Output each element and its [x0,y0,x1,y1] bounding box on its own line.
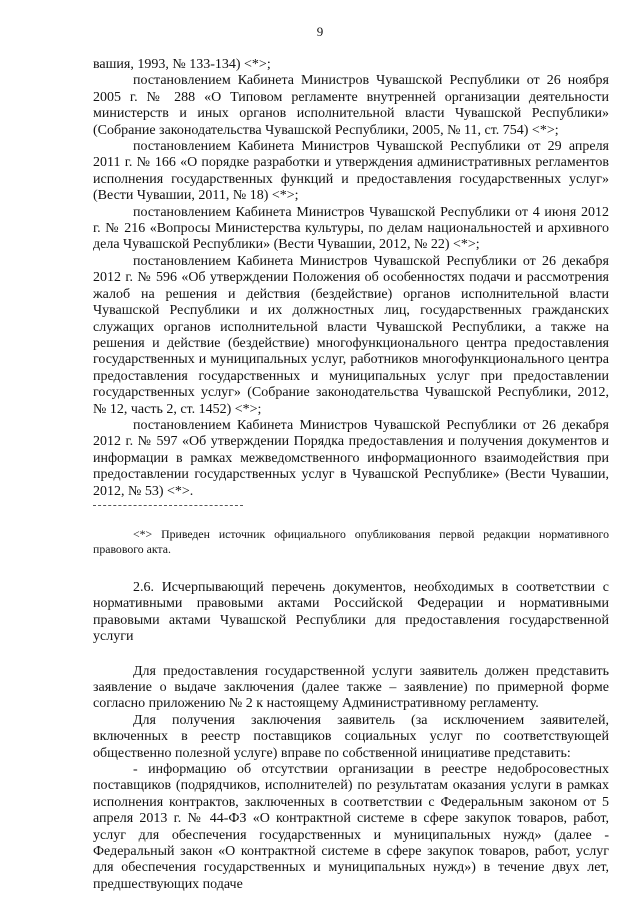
document-body [93,57,609,893]
paragraph-continuation: вашия, 1993, № 133-134) <*>; [93,57,271,72]
paragraph-application: Для предоставления государственной услуги заявитель должен представить заявление о выдаче заключения (далее также – заявление) по примерной форме согласно приложению № 2 к настоящему Административному регламенту. [93,663,609,712]
paragraph-resolution-216: постановлением Кабинета Министров Чувашской Республики от 4 июня 2012 г. № 216 «Вопросы Министерства культуры, по делам национальностей и архивного дела Чувашской Республики» (Вести Чувашии, 2012, № 22) <*>; [93,204,609,253]
footnote-separator [93,505,243,506]
footnote: <*> Приведен источник официального опубликования первой редакции нормативного правового акта. [93,526,609,556]
paragraph-resolution-597: постановлением Кабинета Министров Чувашской Республики от 26 декабря 2012 г. № 597 «Об утверждении Порядка предоставления и получения документов и информации в рамках межведомственного информационного взаимодействия при предоставлении государственных услуг в Чувашской Республике» (Вести Чувашии, 2012, № 53) <*>. [93,417,609,499]
paragraph-resolution-166: постановлением Кабинета Министров Чувашской Республики от 29 апреля 2011 г. № 166 «О порядке разработки и утверждения административных регламентов исполнения государственных функций и предоставления государственных услуг» (Вести Чувашии, 2011, № 18) <*>; [93,139,609,204]
section-heading: 2.6. Исчерпывающий перечень документов, необходимых в соответствии с нормативными правовыми актами Российской Федерации и нормативными правовыми актами Чувашской Республики для предоставления государственной услуги [93,579,609,645]
paragraph-optional-documents: Для получения заключения заявитель (за исключением заявителей, включенных в реестр поставщиков социальных услуг по соответствующей общественно полезной услуге) вправе по собственной инициативе представить: [93,712,609,761]
page-number: 9 [316,24,324,39]
paragraph-resolution-596: постановлением Кабинета Министров Чувашской Республики от 26 декабря 2012 г. № 596 «Об утверждении Положения об особенностях подачи и рассмотрения жалоб на решения и действия (бездействие) органов исполнительной власти Чувашской Республики и их должностных лиц, государственных гражданских служащих органов исполнительной власти Чувашской Республики, а также на решения и действие (бездействие) многофункционального центра предоставления государственных и муниципальных услуг, работников многофункционального центра предоставления государственных и муниципальных услуг при предоставлении государственных услуг» (Собрание законодательства Чувашской Республики, 2012, № 12, часть 2, ст. 1452) <*>; [93,253,609,417]
paragraph-registry-info: - информацию об отсутствии организации в реестре недобросовестных поставщиков (подрядчиков, исполнителей) по результатам оказания услуги в рамках исполнения контрактов, заключенных в соответствии с Федеральным законом от 5 апреля 2013 г. № 44-ФЗ «О контрактной системе в сфере закупок товаров, работ, услуг для обеспечения государственных и муниципальных нужд» (далее - Федеральный закон «О контрактной системе в сфере закупок товаров, работ, услуг для обеспечения государственных и муниципальных нужд») в течение двух лет, предшествующих подаче [93,762,609,892]
paragraph-resolution-288: постановлением Кабинета Министров Чувашской Республики от 26 ноября 2005 г. № 288 «О Типовом регламенте внутренней организации деятельности министерств и иных органов исполнительной власти Чувашской Республики» (Собрание законодательства Чувашской Республики, 2005, № 11, ст. 754) <*>; [93,73,609,138]
